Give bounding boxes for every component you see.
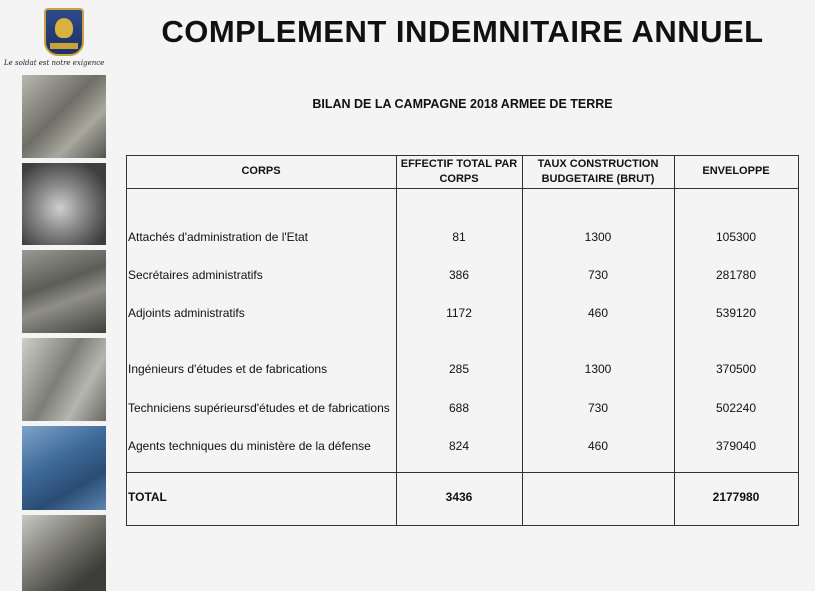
row-enveloppe: 502240 bbox=[715, 401, 757, 415]
row-taux: 730 bbox=[587, 268, 609, 282]
total-effectif: 3436 bbox=[445, 490, 473, 504]
row-taux: 730 bbox=[587, 401, 609, 415]
row-corps: Attachés d'administration de l'Etat bbox=[128, 230, 309, 244]
soldier-photo-2 bbox=[22, 163, 106, 245]
row-effectif: 824 bbox=[448, 439, 470, 453]
header-effectif: EFFECTIF TOTAL PAR CORPS bbox=[400, 158, 518, 185]
header-enveloppe: ENVELOPPE bbox=[702, 165, 770, 177]
row-taux: 460 bbox=[587, 306, 609, 320]
total-label: TOTAL bbox=[128, 490, 167, 504]
page-title: COMPLEMENT INDEMNITAIRE ANNUEL bbox=[161, 14, 764, 49]
row-enveloppe: 281780 bbox=[715, 268, 757, 282]
row-corps: Techniciens supérieursd'études et de fabrications bbox=[128, 401, 390, 415]
emblem-icon bbox=[55, 18, 73, 38]
row-corps: Secrétaires administratifs bbox=[128, 268, 263, 282]
row-enveloppe: 105300 bbox=[715, 230, 757, 244]
soldier-photo-5 bbox=[22, 426, 106, 510]
soldier-photo-6 bbox=[22, 515, 106, 591]
sidebar bbox=[0, 0, 112, 591]
row-enveloppe: 379040 bbox=[715, 439, 757, 453]
row-effectif: 81 bbox=[452, 230, 466, 244]
page-subtitle: BILAN DE LA CAMPAGNE 2018 ARMEE DE TERRE bbox=[312, 97, 613, 111]
row-taux: 1300 bbox=[584, 230, 612, 244]
row-corps: Agents techniques du ministère de la défense bbox=[128, 439, 371, 453]
row-corps: Adjoints administratifs bbox=[128, 306, 245, 320]
logo-band bbox=[50, 43, 78, 49]
row-effectif: 688 bbox=[448, 401, 470, 415]
soldier-photo-3 bbox=[22, 250, 106, 333]
regiment-logo bbox=[44, 8, 84, 56]
row-effectif: 1172 bbox=[446, 306, 472, 320]
soldier-photo-4 bbox=[22, 338, 106, 421]
row-taux: 460 bbox=[587, 439, 609, 453]
row-enveloppe: 539120 bbox=[715, 306, 757, 320]
header-taux: TAUX CONSTRUCTION BUDGETAIRE (BRUT) bbox=[537, 158, 659, 185]
row-corps: Ingénieurs d'études et de fabrications bbox=[128, 362, 328, 376]
motto: Le soldat est notre exigence bbox=[4, 59, 105, 67]
header-corps: CORPS bbox=[241, 165, 281, 177]
soldier-photo-1 bbox=[22, 75, 106, 158]
row-taux: 1300 bbox=[584, 362, 612, 376]
row-effectif: 386 bbox=[448, 268, 470, 282]
row-enveloppe: 370500 bbox=[715, 362, 757, 376]
total-enveloppe: 2177980 bbox=[712, 490, 760, 504]
row-effectif: 285 bbox=[448, 362, 470, 376]
